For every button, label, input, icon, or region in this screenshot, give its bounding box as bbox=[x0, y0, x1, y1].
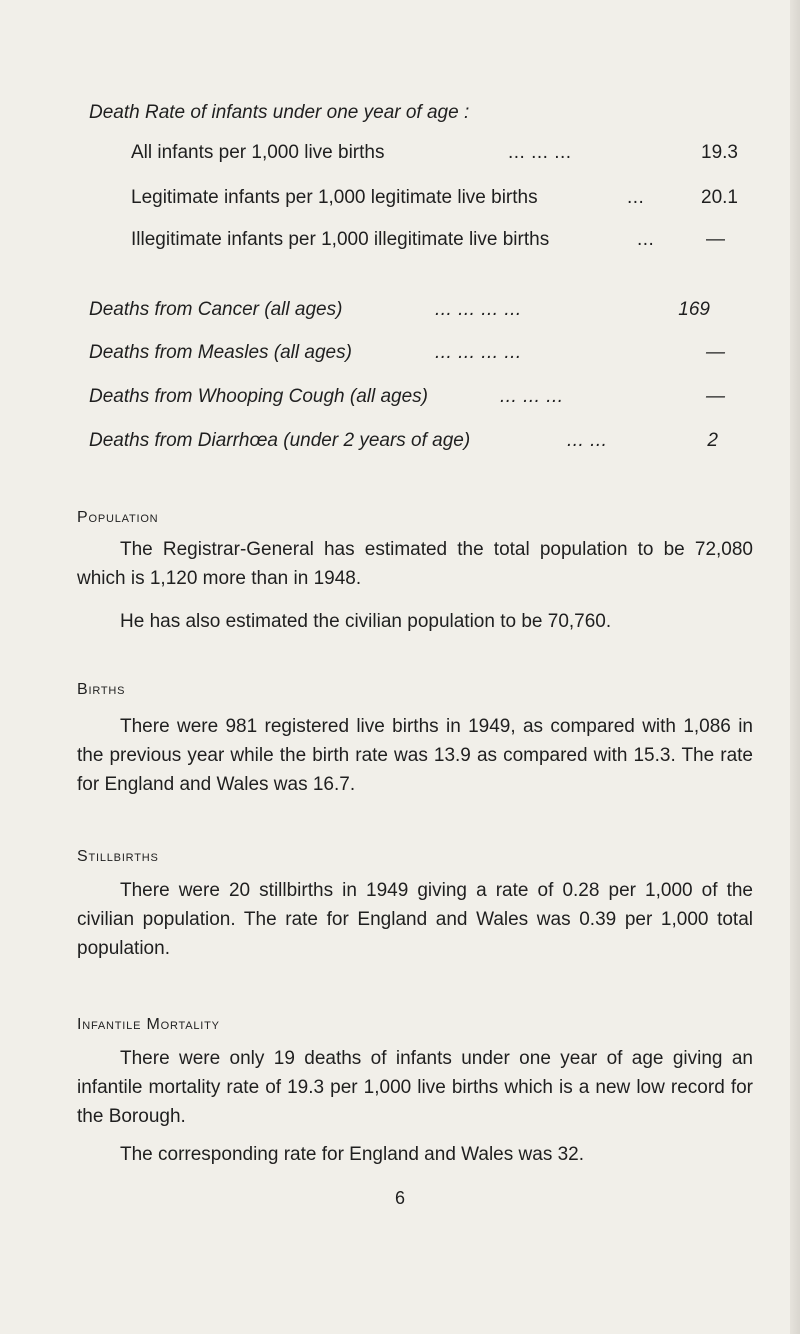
deaths-row-diarrhoea bbox=[0, 430, 800, 458]
infant-death-rate-heading: Death Rate of infants under one year of age : bbox=[89, 102, 470, 123]
row-value: — bbox=[706, 342, 725, 363]
infant-rate-row-legitimate bbox=[0, 187, 800, 215]
paragraph-text: There were 981 registered live births in 1949, as compared with 1,086 in the previous year while the birth rate was 13.9 as compared with 15.3. The rate for England and Wales was 16.7. bbox=[77, 716, 753, 795]
births-paragraph-1 bbox=[77, 712, 753, 799]
row-value: 2 bbox=[707, 430, 718, 451]
row-leader-dots: ... bbox=[627, 187, 645, 208]
deaths-row-measles bbox=[0, 342, 800, 370]
row-label: Deaths from Whooping Cough (all ages) bbox=[89, 386, 429, 407]
row-value: 169 bbox=[678, 299, 710, 320]
stillbirths-heading: Stillbirths bbox=[77, 848, 159, 865]
deaths-row-whooping-cough bbox=[0, 386, 800, 414]
row-leader-dots: ... ... ... ... bbox=[435, 342, 522, 363]
row-value: — bbox=[706, 229, 725, 250]
row-label: Deaths from Measles (all ages) bbox=[89, 342, 352, 363]
paragraph-text: The Registrar-General has estimated the total population to be 72,080 which is 1,120 more than in 1948. bbox=[77, 539, 753, 589]
row-leader-dots: ... ... ... bbox=[500, 386, 564, 407]
paragraph-text: He has also estimated the civilian population to be 70,760. bbox=[120, 611, 612, 632]
row-label: Deaths from Cancer (all ages) bbox=[89, 299, 343, 320]
population-heading: Population bbox=[77, 509, 159, 526]
paragraph-text: The corresponding rate for England and Wales was 32. bbox=[120, 1144, 585, 1165]
row-leader-dots: ... ... bbox=[567, 430, 608, 451]
row-label: Illegitimate infants per 1,000 illegitimate live births bbox=[131, 229, 550, 250]
infant-rate-row-illegitimate bbox=[0, 229, 800, 257]
row-value: 20.1 bbox=[701, 187, 738, 208]
births-heading: Births bbox=[77, 681, 126, 698]
row-label: Legitimate infants per 1,000 legitimate live births bbox=[131, 187, 538, 208]
page-number: 6 bbox=[395, 1188, 406, 1208]
population-paragraph-2 bbox=[77, 607, 753, 636]
deaths-row-cancer bbox=[0, 299, 800, 327]
paragraph-text: There were 20 stillbirths in 1949 giving a rate of 0.28 per 1,000 of the civilian population. The rate for England and Wales was 0.39 per 1,000 total population. bbox=[77, 880, 753, 959]
infantile-mortality-heading: Infantile Mortality bbox=[77, 1016, 220, 1033]
row-value: 19.3 bbox=[701, 142, 738, 163]
row-leader-dots: ... ... ... ... bbox=[435, 299, 522, 320]
stillbirths-paragraph-1 bbox=[77, 876, 753, 963]
population-paragraph-1 bbox=[77, 535, 753, 593]
row-label: All infants per 1,000 live births bbox=[131, 142, 385, 163]
row-leader-dots: ... bbox=[637, 229, 655, 250]
infantile-mortality-paragraph-2 bbox=[77, 1140, 753, 1169]
paragraph-text: There were only 19 deaths of infants under one year of age giving an infantile mortality rate of 19.3 per 1,000 live births which is a new low record for the Borough. bbox=[77, 1048, 753, 1127]
infant-rate-row-all bbox=[0, 142, 800, 170]
row-leader-dots: ... ... ... bbox=[508, 142, 572, 163]
row-value: — bbox=[706, 386, 725, 407]
row-label: Deaths from Diarrhœa (under 2 years of age) bbox=[89, 430, 471, 451]
infantile-mortality-paragraph-1 bbox=[77, 1044, 753, 1131]
